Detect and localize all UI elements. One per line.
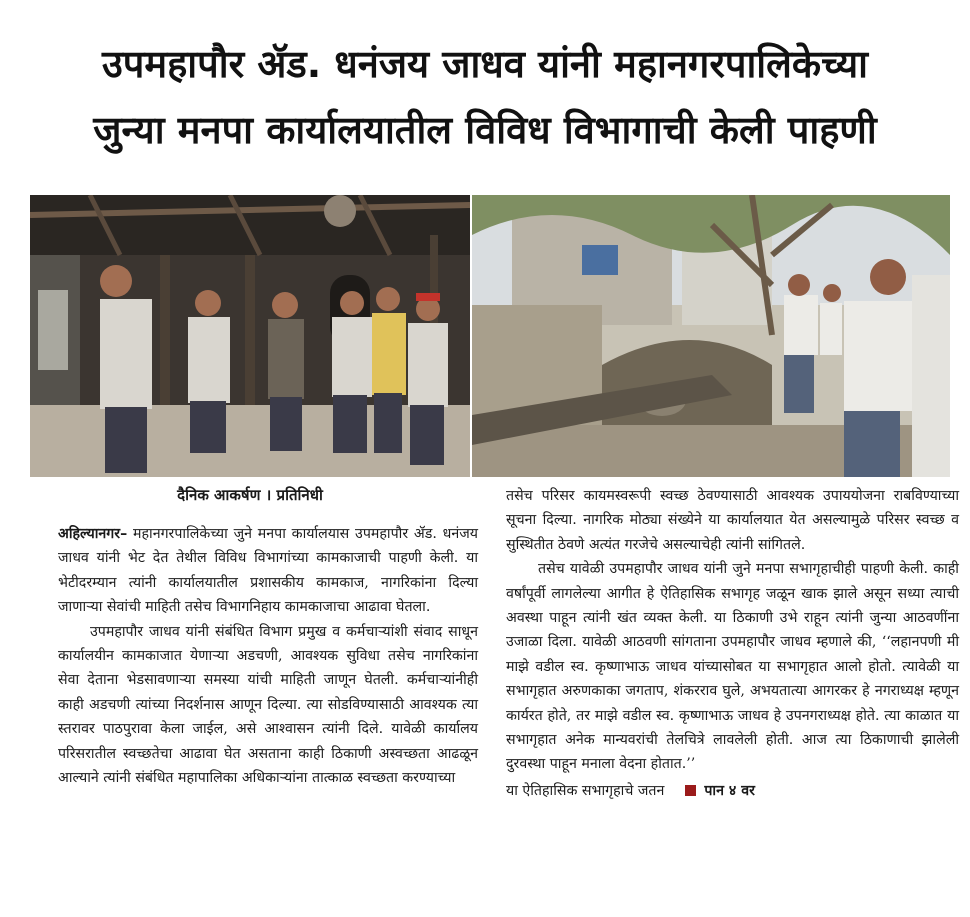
headline-line-2: जुन्या मनपा कार्यालयातील विविध विभागाची केली पाहणी (93, 108, 877, 152)
article-column-left (58, 522, 478, 790)
article-column-right (506, 484, 959, 803)
continuation-text: या ऐतिहासिक सभागृहाचे जतन (506, 782, 665, 799)
article-paragraph-3: तसेच परिसर कायमस्वरूपी स्वच्छ ठेवण्यासाठी आवश्यक उपाययोजना राबविण्याच्या सूचना दिल्या. नागरिक मोठ्या संख्येने या कार्यालयात येत असल्यामुळे परिसर स्वच्छ व सुस्थितीत ठेवणे अत्यंत गरजेचे असल्याचेही त्यांनी सांगितले. (506, 488, 959, 553)
square-bullet-icon (685, 785, 696, 796)
burnt-hall-inspection-photo (30, 195, 470, 477)
article-paragraph-4: तसेच यावेळी उपमहापौर जाधव यांनी जुने मनपा सभागृहाचीही पाहणी केली. काही वर्षांपूर्वी लागलेल्या आगीत हे ऐतिहासिक सभागृह जळून खाक झाले असून सध्या त्याची अवस्था पाहून त्यांनी खंत व्यक्त केली. या ठिकाणी उभे राहून त्यांनी जुन्या आठवणींना उजाळा दिला. यावेळी आठवणी सांगताना उपमहापौर जाधव म्हणाले की, ‘‘लहानपणी मी माझे वडील स्व. कृष्णाभाऊ जाधव यांच्यासोबत या सभागृहात आलो होतो. त्यावेळी या सभागृहात अरुणकाका जगताप, शंकरराव घुले, अभयतात्या आगरकर हे नगराध्यक्ष म्हणून कार्यरत होते, तर माझे वडील स्व. कृष्णाभाऊ जाधव हे उपनगराध्यक्ष होते. त्या काळात या सभागृहात अनेक मान्यवरांची तेलचित्रे लावलेली होती. आज त्या ठिकाणाची झालेली दुरवस्था पाहून मनाला वेदना होतात.’’ (506, 561, 959, 773)
article-paragraph-2: उपमहापौर जाधव यांनी संबंधित विभाग प्रमुख व कर्मचाऱ्यांशी संवाद साधून कार्यालयीन कामकाजात येणाऱ्या अडचणी, आवश्यक सुविधा तसेच नागरिकांना सेवा देताना भेडसावणाऱ्या समस्या यांची माहिती जाणून घेतली. कर्मचाऱ्यांनीही काही अडचणी त्यांच्या निदर्शनास आणून दिल्या. त्या सोडविण्यासाठी आवश्यक त्या स्तरावर पाठपुरावा केला जाईल, असे आश्वासन त्यांनी दिले. यावेळी कार्यालय परिसरातील स्वच्छतेचा आढावा घेत असताना काही ठिकाणी अस्वच्छता आढळून आल्याने त्यांनी संबंधित महापालिका अधिकाऱ्यांना तात्काळ स्वच्छता करण्याच्या (58, 623, 478, 787)
article-paragraph-1: महानगरपालिकेच्या जुने मनपा कार्यालयास उपमहापौर ॲड. धनंजय जाधव यांनी भेट देत तेथील विविध विभागांच्या कामकाजाची पाहणी केली. या भेटीदरम्यान त्यांनी कार्यालयातील प्रशासकीय कामकाज, नागरिकांना दिल्या जाणाऱ्या सेवांची माहिती तसेच विभागनिहाय कामकाजाचा आढावा घेतला. (58, 526, 478, 616)
photo-caption: दैनिक आकर्षण । प्रतिनिधी (177, 486, 323, 504)
continuation-line (506, 779, 959, 803)
office-premises-inspection-photo (472, 195, 950, 477)
dateline: अहिल्यानगर– (58, 526, 128, 542)
continuation-page-link[interactable]: पान ४ वर (704, 782, 755, 799)
headline-line-1: उपमहापौर ॲड. धनंजय जाधव यांनी महानगरपालिकेच्या (101, 42, 869, 86)
